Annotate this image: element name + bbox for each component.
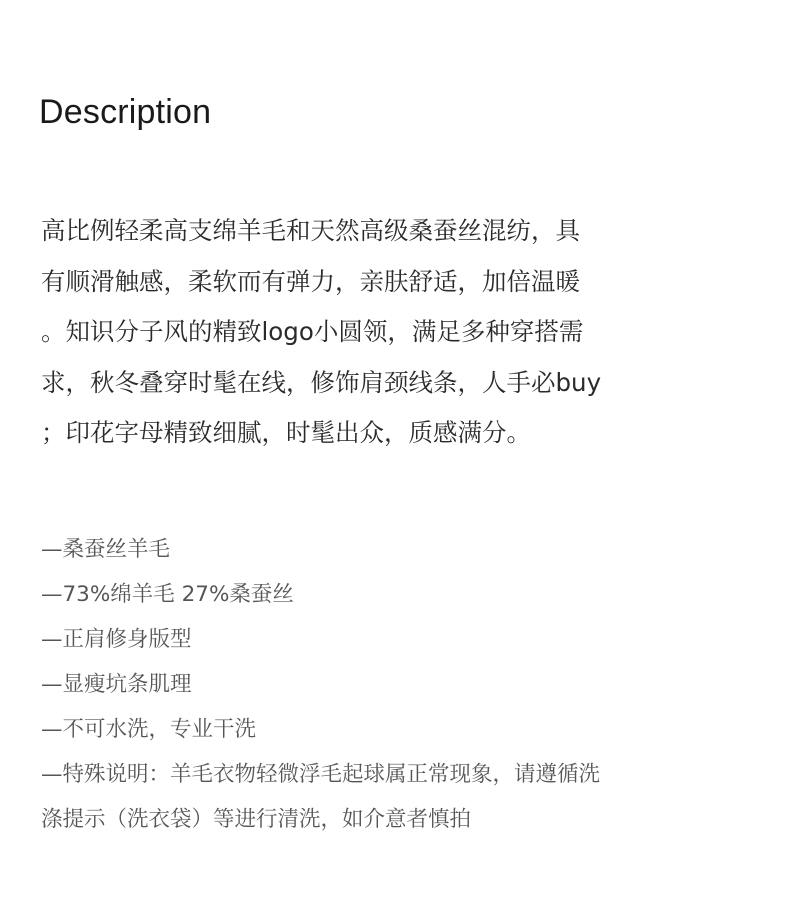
description-line: ；印花字母精致细腻，时髦出众，质感满分。 [41, 418, 531, 447]
spec-item-composition: —73%绵羊毛 27%桑蚕丝 [41, 582, 294, 607]
page-title: Description [39, 93, 212, 131]
product-specs-list [41, 527, 741, 842]
spec-item-fit: —正肩修身版型 [41, 627, 192, 652]
spec-item-texture: —显瘦坑条肌理 [41, 672, 192, 697]
description-line: 。知识分子风的精致logo小圆领，满足多种穿搭需 [41, 317, 584, 346]
spec-item-material: —桑蚕丝羊毛 [41, 537, 171, 562]
spec-item-care: —不可水洗，专业干洗 [41, 717, 257, 742]
description-line: 求，秋冬叠穿时髦在线，修饰肩颈线条，人手必buy [41, 367, 602, 397]
spec-item-note: —特殊说明：羊毛衣物轻微浮毛起球属正常现象，请遵循洗 [41, 762, 601, 787]
description-line: 高比例轻柔高支绵羊毛和天然高级桑蚕丝混纺，具 [41, 216, 580, 245]
description-line: 有顺滑触感，柔软而有弹力，亲肤舒适，加倍温暖 [41, 266, 580, 296]
product-description [41, 206, 721, 459]
spec-item-note-continued: 涤提示（洗衣袋）等进行清洗，如介意者慎拍 [41, 807, 472, 832]
